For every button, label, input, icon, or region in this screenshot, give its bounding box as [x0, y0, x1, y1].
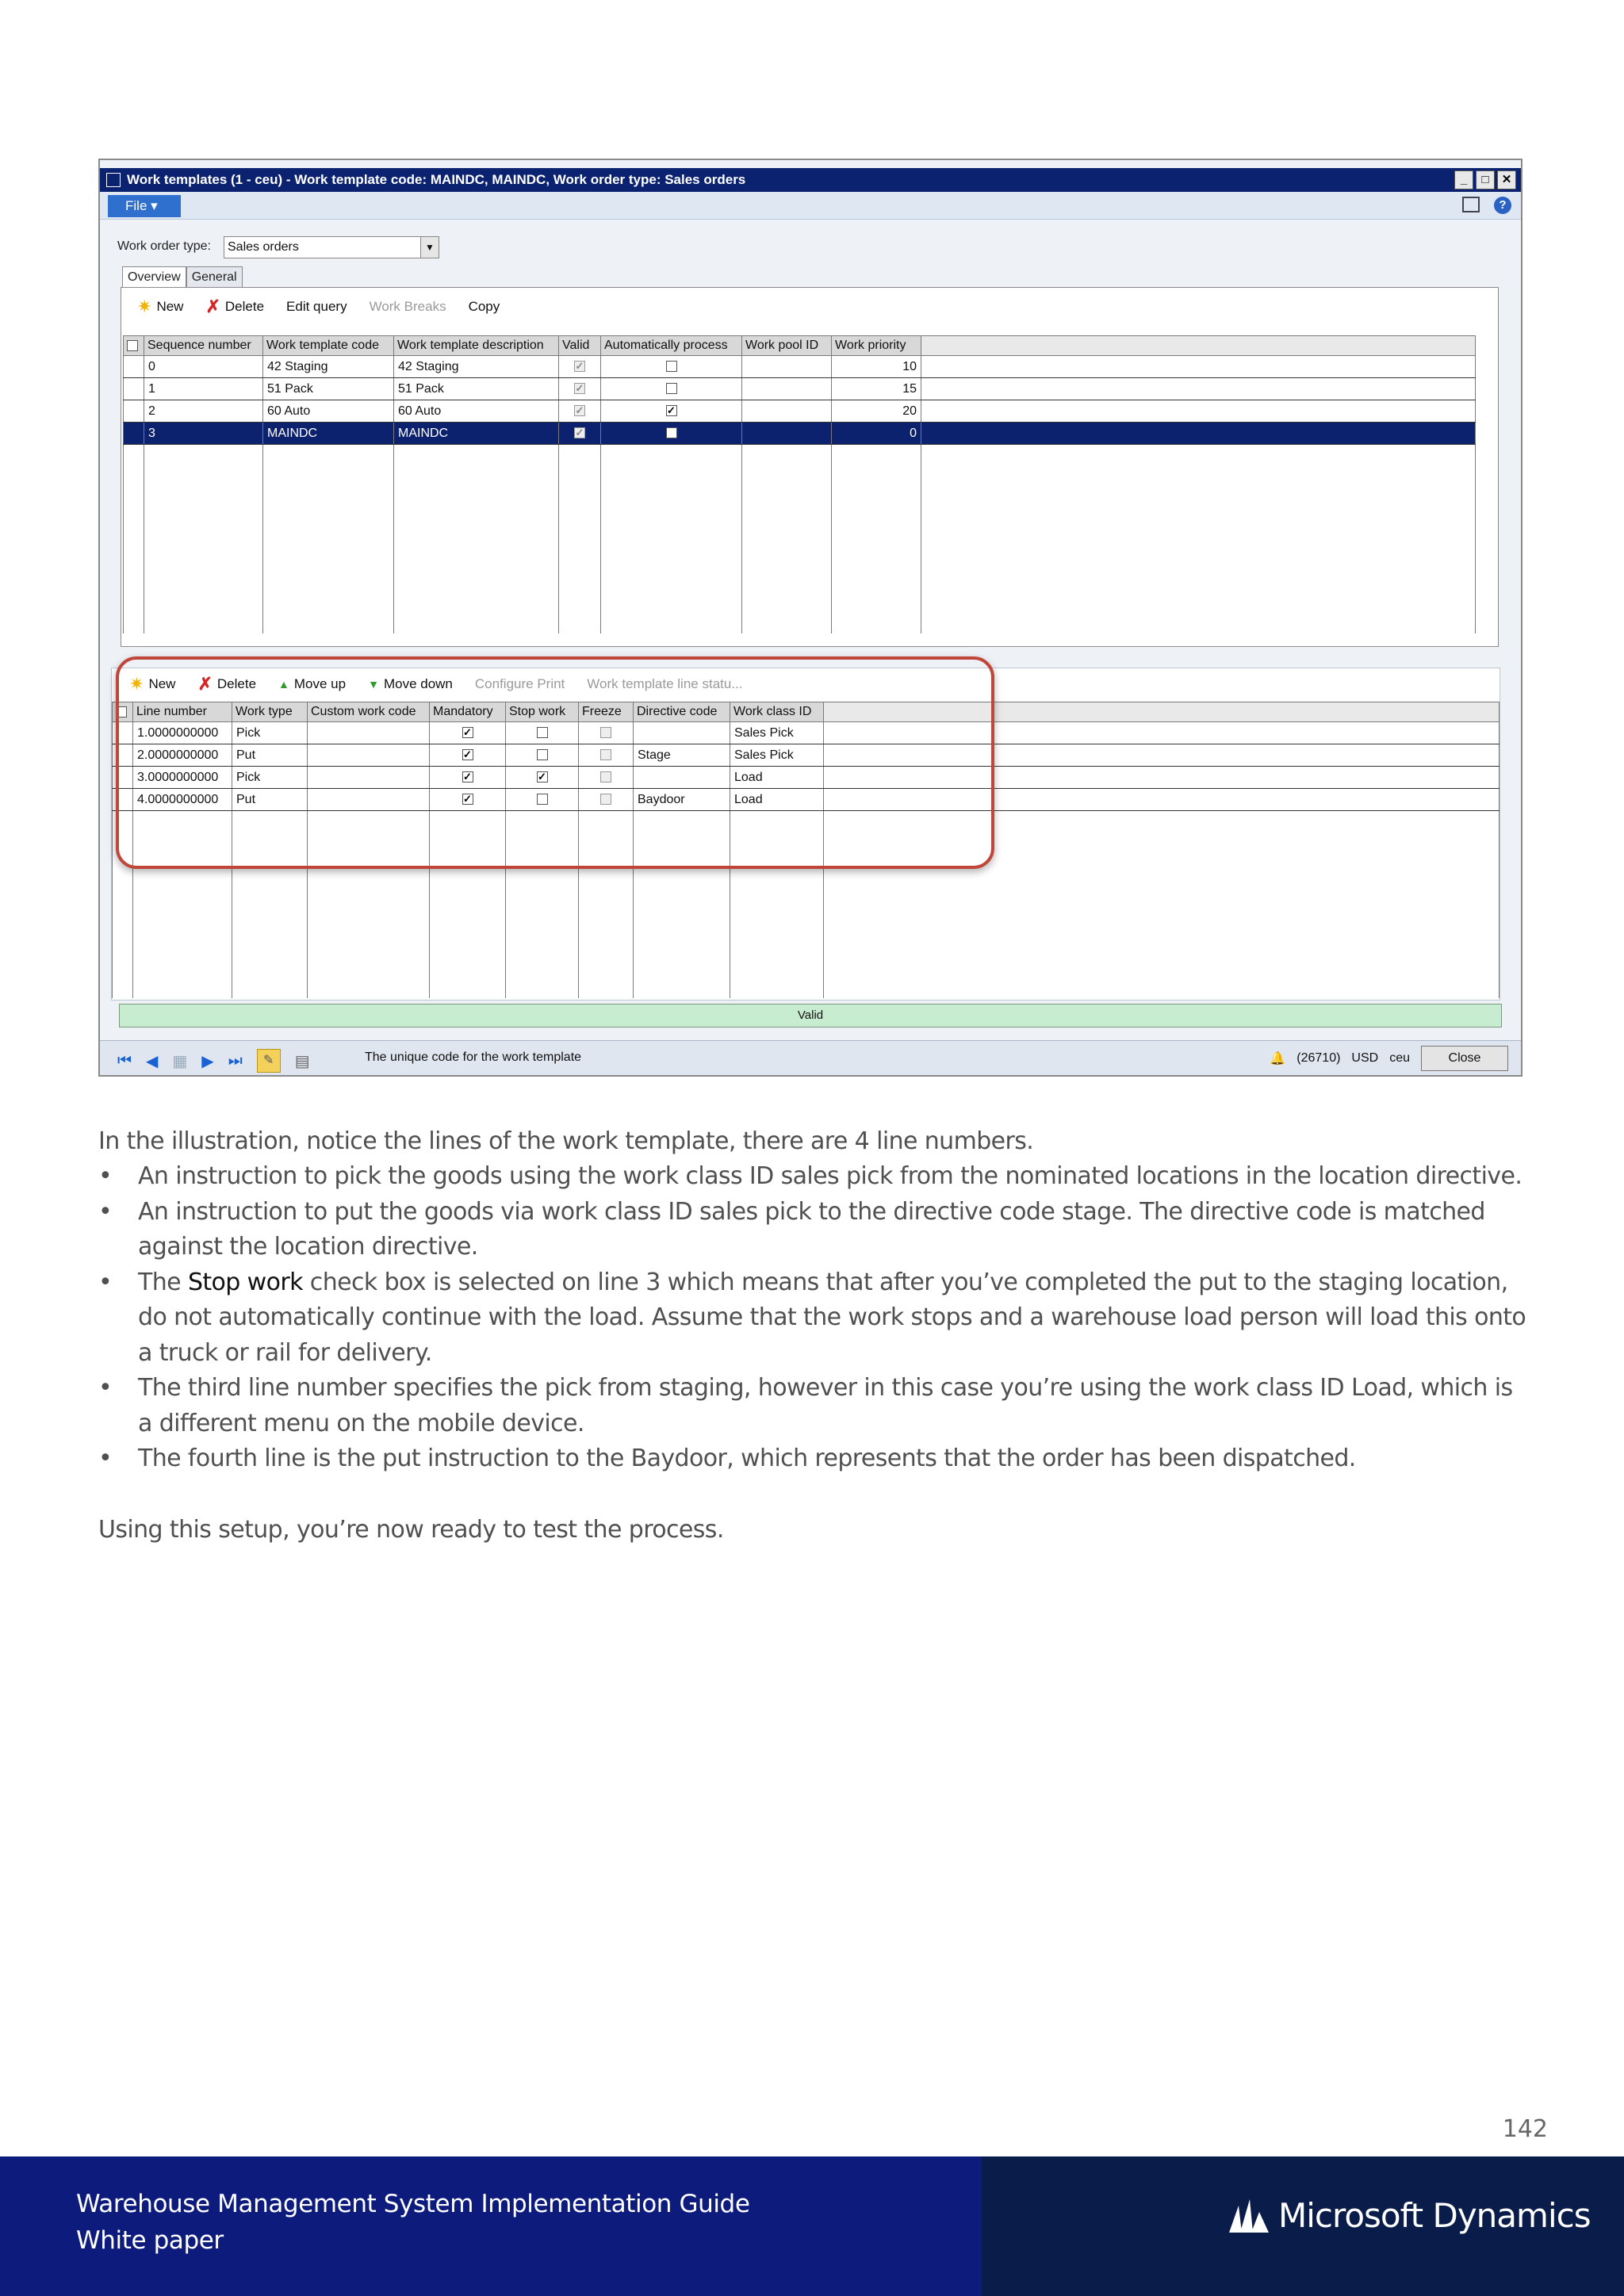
- bullet-item: • An instruction to put the goods via work class ID sales pick to the directive code stage. The directive code is matched against the location directive.: [98, 1195, 1534, 1265]
- edit-pencil-icon[interactable]: ✎: [257, 1049, 281, 1073]
- templates-toolbar: [137, 299, 500, 315]
- templates-grid-body: [124, 356, 1476, 634]
- first-record-icon[interactable]: ⏮: [117, 1051, 132, 1070]
- cell-work-class-id[interactable]: Sales Pick: [730, 722, 824, 744]
- company-indicator: ceu: [1389, 1051, 1410, 1065]
- layout-icon[interactable]: [1462, 197, 1480, 212]
- col-custom-work-code[interactable]: Custom work code: [308, 702, 430, 722]
- notification-count[interactable]: (26710): [1297, 1051, 1341, 1065]
- checkbox[interactable]: ✓: [575, 382, 584, 395]
- col-freeze[interactable]: Freeze: [579, 702, 634, 722]
- last-record-icon[interactable]: ⏭: [228, 1051, 243, 1070]
- cell-sequence-number[interactable]: 2: [144, 400, 263, 423]
- empty-area: [124, 445, 1476, 634]
- delete-line-button[interactable]: ✗ Delete: [197, 674, 257, 694]
- checkbox[interactable]: ✓: [575, 427, 584, 439]
- new-line-button[interactable]: ✷ New: [129, 674, 176, 694]
- new-icon: ✷: [137, 297, 152, 316]
- col-mandatory[interactable]: Mandatory: [430, 702, 506, 722]
- checkbox[interactable]: ✓: [575, 404, 584, 417]
- cell-work-class-id[interactable]: Load: [730, 789, 824, 811]
- col-work-class-id[interactable]: Work class ID: [730, 702, 824, 722]
- cell-work-priority[interactable]: 15: [832, 378, 921, 400]
- cell-automatically-process[interactable]: [601, 378, 742, 400]
- line-status-button[interactable]: Work template line statu...: [587, 676, 743, 691]
- cell-directive-code[interactable]: Baydoor: [634, 789, 730, 811]
- table-row[interactable]: [124, 423, 1476, 445]
- close-button[interactable]: Close: [1421, 1046, 1508, 1071]
- checkbox[interactable]: ✓: [463, 771, 472, 783]
- validation-status-bar: Valid: [119, 1004, 1502, 1027]
- checkbox[interactable]: ✓: [463, 748, 472, 761]
- cell-valid: [559, 400, 601, 423]
- tab-overview[interactable]: Overview: [122, 266, 186, 287]
- new-icon: ✷: [129, 674, 144, 694]
- delete-template-button[interactable]: ✗ Delete: [205, 297, 265, 316]
- arrow-up-icon: ▲: [278, 678, 289, 691]
- bullet-item: • The fourth line is the put instruction to the Baydoor, which represents that the order has been dispatched.: [98, 1441, 1534, 1477]
- cell-work-template-code[interactable]: MAINDC: [263, 423, 394, 445]
- cell-valid: [559, 423, 601, 445]
- microsoft-dynamics-logo: Microsoft Dynamics: [1228, 2196, 1591, 2235]
- cell-work-class-id[interactable]: Sales Pick: [730, 744, 824, 767]
- cell-work-type[interactable]: Put: [232, 744, 308, 767]
- col-work-template-description[interactable]: Work template description: [394, 336, 559, 356]
- cell-directive-code[interactable]: Stage: [634, 744, 730, 767]
- table-row[interactable]: [124, 356, 1476, 378]
- bullet-item: • An instruction to pick the goods using the work class ID sales pick from the nominated locations in the location directive.: [98, 1159, 1534, 1195]
- cell-work-pool-id[interactable]: [742, 400, 832, 423]
- checkbox[interactable]: [666, 383, 677, 394]
- cell-sequence-number[interactable]: 1: [144, 378, 263, 400]
- work-breaks-button[interactable]: Work Breaks: [369, 299, 446, 314]
- cell-work-priority[interactable]: 10: [832, 356, 921, 378]
- cell-work-template-description[interactable]: 42 Staging: [394, 356, 559, 378]
- cell-work-type[interactable]: Put: [232, 789, 308, 811]
- col-valid[interactable]: Valid: [559, 336, 601, 356]
- cell-work-priority[interactable]: 0: [832, 423, 921, 445]
- checkbox[interactable]: ✓: [575, 360, 584, 373]
- delete-icon: ✗: [205, 297, 220, 316]
- tab-strip: [122, 266, 243, 287]
- window-title: Work templates (1 - ceu) - Work template code: MAINDC, MAINDC, Work order type: Sales orders: [127, 172, 746, 187]
- checkbox[interactable]: [666, 361, 677, 372]
- dynamics-logo-icon: [1228, 2198, 1270, 2234]
- cell-line-number[interactable]: 1.0000000000: [133, 722, 232, 744]
- checkbox[interactable]: [666, 427, 677, 438]
- page-number: 142: [1502, 2115, 1548, 2143]
- work-order-type-label: Work order type:: [117, 239, 211, 253]
- cell-work-template-code[interactable]: 60 Auto: [263, 400, 394, 423]
- next-record-icon[interactable]: ▶: [201, 1052, 214, 1070]
- configure-print-button[interactable]: Configure Print: [474, 676, 565, 691]
- footer-title: Warehouse Management System Implementation Guide: [76, 2190, 750, 2218]
- cell-work-template-description[interactable]: MAINDC: [394, 423, 559, 445]
- table-row[interactable]: [124, 400, 1476, 423]
- file-menu-button[interactable]: File ▾: [108, 195, 181, 217]
- cell-work-type[interactable]: Pick: [232, 722, 308, 744]
- work-templates-window: [98, 159, 1522, 1077]
- cell-sequence-number[interactable]: 0: [144, 356, 263, 378]
- arrow-down-icon: ▼: [368, 678, 379, 691]
- edit-query-button[interactable]: Edit query: [286, 299, 347, 314]
- help-icon[interactable]: ?: [1494, 197, 1511, 214]
- col-work-priority[interactable]: Work priority: [832, 336, 921, 356]
- cell-line-number[interactable]: 4.0000000000: [133, 789, 232, 811]
- col-automatically-process[interactable]: Automatically process: [601, 336, 742, 356]
- col-directive-code[interactable]: Directive code: [634, 702, 730, 722]
- lines-highlight-callout: [116, 656, 994, 869]
- bullet-item: • The Stop work check box is selected on line 3 which means that after you’ve completed the put to the staging location, do not automatically continue with the load. Assume that the work stops and a warehouse load person will load this onto a truck or rail for delivery.: [98, 1265, 1534, 1372]
- cell-valid: [559, 356, 601, 378]
- close-window-button[interactable]: ✕: [1497, 170, 1516, 189]
- cell-work-pool-id[interactable]: [742, 378, 832, 400]
- checkbox[interactable]: ✓: [667, 404, 676, 417]
- title-bar: [100, 168, 1521, 192]
- bullet-item: • The third line number specifies the pick from staging, however in this case you’re using the work class ID Load, which is a different menu on the mobile device.: [98, 1371, 1534, 1441]
- cell-automatically-process[interactable]: [601, 400, 742, 423]
- col-work-pool-id[interactable]: Work pool ID: [742, 336, 832, 356]
- grid-view-icon[interactable]: ▦: [172, 1052, 188, 1070]
- work-order-type-select[interactable]: Sales orders ▼: [224, 236, 439, 258]
- col-stop-work[interactable]: Stop work: [506, 702, 579, 722]
- intro-paragraph: In the illustration, notice the lines of the work template, there are 4 line numbers.: [98, 1127, 1034, 1155]
- cell-sequence-number[interactable]: 3: [144, 423, 263, 445]
- closing-paragraph: Using this setup, you’re now ready to test the process.: [98, 1516, 724, 1544]
- checkbox[interactable]: ✓: [538, 771, 546, 783]
- checkbox[interactable]: ✓: [463, 793, 472, 806]
- footer-subtitle: White paper: [76, 2226, 224, 2255]
- cell-line-number[interactable]: 3.0000000000: [133, 767, 232, 789]
- cell-work-template-code[interactable]: 42 Staging: [263, 356, 394, 378]
- cell-work-class-id[interactable]: Load: [730, 767, 824, 789]
- tab-general[interactable]: General: [186, 266, 243, 287]
- col-sequence-number[interactable]: Sequence number: [144, 336, 263, 356]
- maximize-button[interactable]: □: [1476, 170, 1495, 189]
- templates-grid: [123, 335, 1476, 633]
- cell-work-template-description[interactable]: 60 Auto: [394, 400, 559, 423]
- new-template-button[interactable]: ✷ New: [137, 297, 184, 316]
- menu-bar: [100, 192, 1521, 220]
- cell-work-pool-id[interactable]: [742, 423, 832, 445]
- currency-indicator: USD: [1351, 1051, 1379, 1065]
- minimize-button[interactable]: _: [1454, 170, 1473, 189]
- delete-icon: ✗: [197, 674, 213, 694]
- cell-work-priority[interactable]: 20: [832, 400, 921, 423]
- cell-automatically-process[interactable]: [601, 356, 742, 378]
- app-icon: [106, 173, 121, 187]
- move-down-button[interactable]: ▼ Move down: [368, 676, 453, 691]
- cell-valid: [559, 378, 601, 400]
- previous-record-icon[interactable]: ◀: [146, 1052, 159, 1070]
- cell-work-template-description[interactable]: 51 Pack: [394, 378, 559, 400]
- templates-panel: [121, 287, 1499, 647]
- help-text: The unique code for the work template: [365, 1050, 582, 1064]
- col-line-number[interactable]: Line number: [133, 702, 232, 722]
- copy-button[interactable]: Copy: [468, 299, 500, 314]
- select-all-checkbox[interactable]: [124, 336, 144, 356]
- status-bar: [100, 1040, 1521, 1076]
- col-work-template-code[interactable]: Work template code: [263, 336, 394, 356]
- table-row[interactable]: [124, 378, 1476, 400]
- cell-work-template-code[interactable]: 51 Pack: [263, 378, 394, 400]
- cell-work-type[interactable]: Pick: [232, 767, 308, 789]
- chevron-down-icon[interactable]: ▼: [420, 237, 439, 258]
- cell-automatically-process[interactable]: [601, 423, 742, 445]
- document-handling-icon[interactable]: ▤: [294, 1052, 310, 1070]
- cell-line-number[interactable]: 2.0000000000: [133, 744, 232, 767]
- col-work-type[interactable]: Work type: [232, 702, 308, 722]
- checkbox[interactable]: ✓: [463, 726, 472, 739]
- notification-bell-icon[interactable]: 🔔: [1270, 1052, 1286, 1066]
- bullet-list: [98, 1159, 1534, 1477]
- cell-work-pool-id[interactable]: [742, 356, 832, 378]
- move-up-button[interactable]: ▲ Move up: [278, 676, 347, 691]
